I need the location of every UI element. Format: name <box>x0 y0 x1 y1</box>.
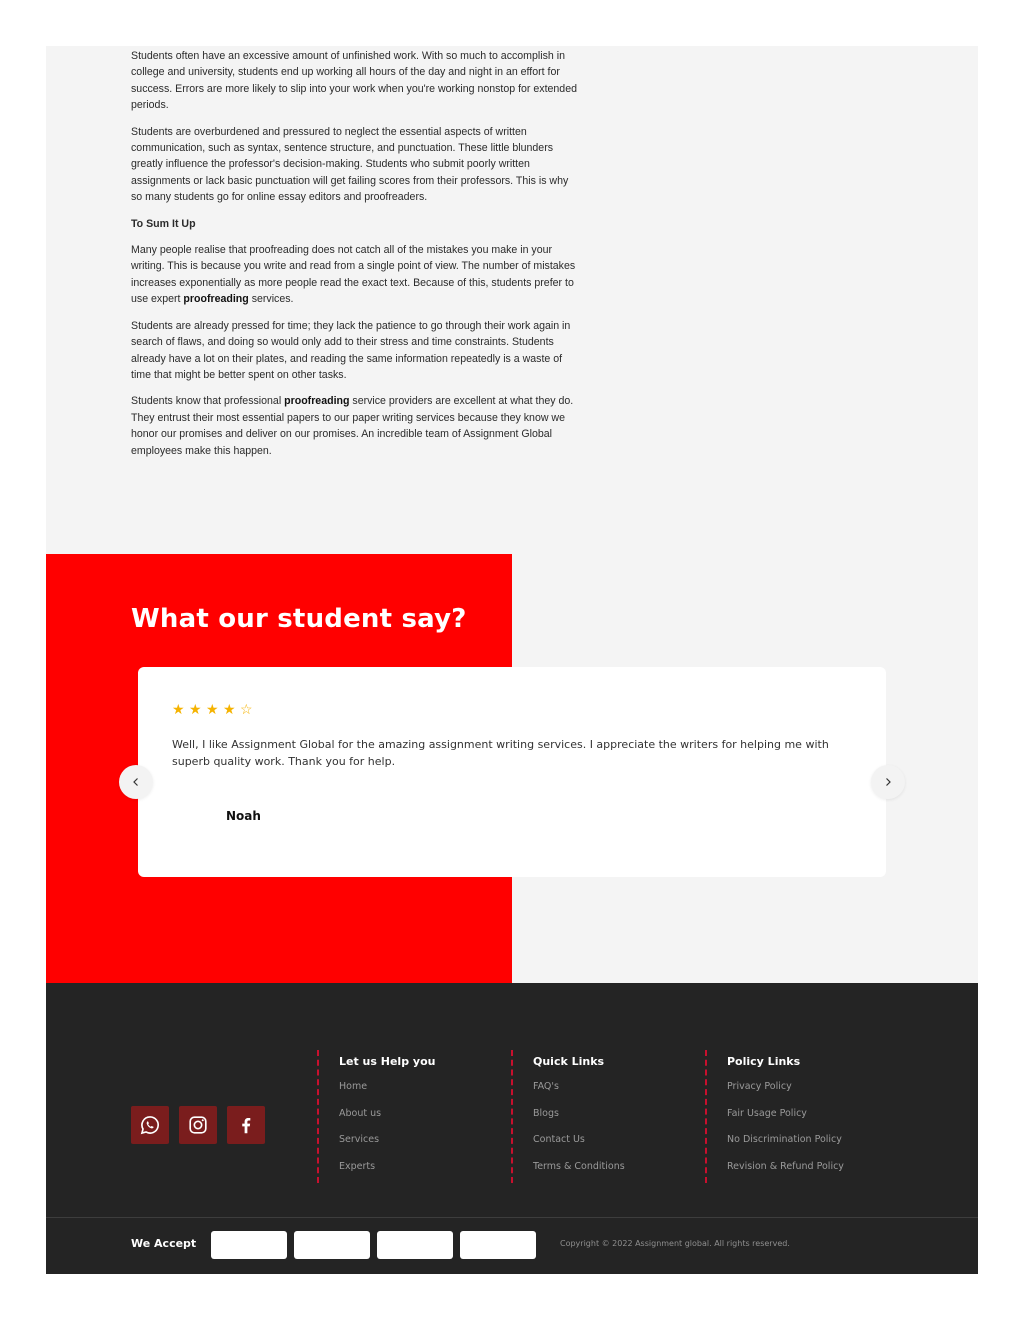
article-paragraph: Students are already pressed for time; they lack the patience to go through their work again in search of flaws, and doing so would only add to their stress and time constraints. Students already have a lot on their plates, and reading the same information repeatedly is a waste of time that might be better spent on other tasks. <box>131 319 571 381</box>
text-span: services. <box>248 293 294 306</box>
payment-method-badge <box>294 1231 370 1259</box>
payment-method-badge <box>377 1231 453 1259</box>
footer-link-fair-usage[interactable]: Fair Usage Policy <box>727 1107 807 1119</box>
reviewer-name: Noah <box>226 809 261 823</box>
footer-link-contact[interactable]: Contact Us <box>533 1134 585 1146</box>
footer-link-blogs[interactable]: Blogs <box>533 1107 559 1119</box>
footer-column-title: Quick Links <box>533 1055 605 1068</box>
whatsapp-icon <box>139 1114 161 1136</box>
footer-link-refund[interactable]: Revision & Refund Policy <box>727 1160 844 1172</box>
footer-column-title: Policy Links <box>727 1055 801 1068</box>
text-span: Many people realise that proofreading does not catch all of the mistakes you make in your writing. This is because you write and read from a single point of view. The number of mistakes increases exponentially as more people read the exact text. Because of this, students prefer to use expert <box>131 244 576 306</box>
footer-column-policy-links <box>705 1050 844 1183</box>
bold-keyword: proofreading <box>284 395 350 408</box>
instagram-button[interactable] <box>179 1106 217 1144</box>
review-text: Well, I like Assignment Global for the amazing assignment writing services. I appreciate the writers for helping me with superb quality work. Thank you for help. <box>172 738 829 768</box>
article-paragraph <box>131 393 581 459</box>
footer-link-about[interactable]: About us <box>339 1107 382 1119</box>
footer-link-terms[interactable]: Terms & Conditions <box>533 1160 625 1172</box>
payment-method-badge <box>211 1231 287 1259</box>
star-icon: ★ <box>206 701 219 717</box>
footer-link-home[interactable]: Home <box>339 1081 368 1092</box>
testimonial-card <box>138 667 886 877</box>
footer-link-faqs[interactable]: FAQ's <box>533 1081 559 1092</box>
star-outline-icon: ☆ <box>240 701 253 717</box>
article-paragraph: Students are overburdened and pressured to neglect the essential aspects of written communication, such as syntax, sentence structure, and punctuation. These little blunders greatly influence the professor's decision-making. Students who submit poorly written assignments or lack basic punctuation will get failing scores from their professors. This is why so many students go for online essay editors and proofreaders. <box>131 125 569 204</box>
footer-column-help <box>317 1050 435 1183</box>
article-paragraph <box>131 242 581 308</box>
star-rating <box>172 701 254 717</box>
article-subheading: To Sum It Up <box>131 217 196 230</box>
bold-keyword: proofreading <box>183 293 249 306</box>
star-icon: ★ <box>189 701 202 717</box>
footer-column-title: Let us Help you <box>339 1055 436 1068</box>
carousel-next-button[interactable] <box>871 765 905 799</box>
chevron-left-icon <box>131 777 141 787</box>
footer-link-services[interactable]: Services <box>339 1134 380 1146</box>
testimonials-section <box>46 554 978 983</box>
footer-link-no-discrimination[interactable]: No Discrimination Policy <box>727 1134 842 1146</box>
site-footer <box>46 983 978 1274</box>
footer-column-quick-links <box>511 1050 625 1183</box>
payment-method-badge <box>460 1231 536 1259</box>
article-section <box>46 46 978 554</box>
copyright-text: Copyright © 2022 Assignment global. All rights reserved. <box>560 1239 790 1248</box>
text-span: service providers are excellent at what they do. They entrust their most essential papers to our paper writing services because they know we honor our promises and deliver on our promises. An incredible team of Assignment Global employees make this happen. <box>131 395 574 457</box>
article-body <box>131 48 581 469</box>
text-span: Students know that professional <box>131 395 285 408</box>
chevron-right-icon <box>883 777 893 787</box>
footer-link-experts[interactable]: Experts <box>339 1160 376 1172</box>
we-accept-label: We Accept <box>131 1237 197 1250</box>
footer-divider <box>46 1217 978 1218</box>
star-icon: ★ <box>172 701 185 717</box>
star-icon: ★ <box>223 701 236 717</box>
instagram-icon <box>187 1114 209 1136</box>
carousel-prev-button[interactable] <box>119 765 153 799</box>
whatsapp-button[interactable] <box>131 1106 169 1144</box>
testimonials-title: What our student say? <box>131 604 467 634</box>
article-paragraph: Students often have an excessive amount of unfinished work. With so much to accomplish in college and university, students end up working all hours of the day and night in an effort for success. Errors are more likely to slip into your work when you're working nonstop for extended periods. <box>131 50 577 112</box>
footer-link-privacy[interactable]: Privacy Policy <box>727 1081 792 1092</box>
facebook-icon <box>235 1114 257 1136</box>
facebook-button[interactable] <box>227 1106 265 1144</box>
